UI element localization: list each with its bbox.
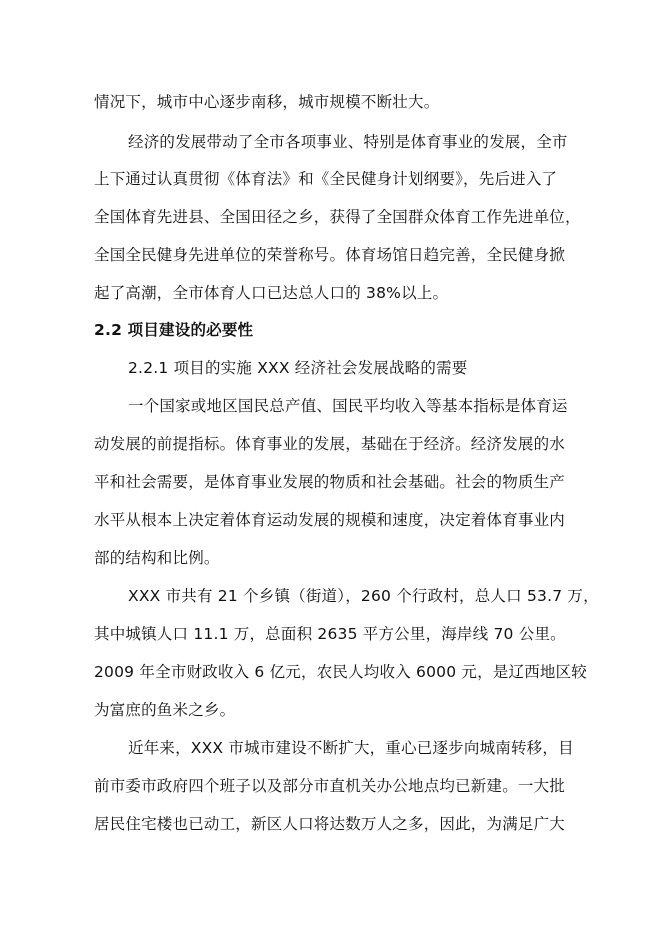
text-line: 经济的发展带动了全市各项事业、特别是体育事业的发展，全市: [128, 133, 568, 151]
text-line: 部的结构和比例。: [94, 549, 220, 567]
subsection-heading: 2.2.1 项目的实施 XXX 经济社会发展战略的需要: [128, 359, 468, 377]
text-line: 为富庶的鱼米之乡。: [94, 701, 236, 719]
text-line: 居民住宅楼也已动工，新区人口将达数万人之多，因此，为满足广大: [94, 815, 566, 833]
text-line: 平和社会需要，是体育事业发展的物质和社会基础。社会的物质生产: [94, 473, 566, 491]
text-line: 水平从根本上决定着体育运动发展的规模和速度，决定着体育事业内: [94, 511, 566, 529]
text-line: 动发展的前提指标。体育事业的发展，基础在于经济。经济发展的水: [94, 435, 566, 453]
text-line: 其中城镇人口 11.1 万，总面积 2635 平方公里，海岸线 70 公里。: [94, 625, 566, 643]
text-line: 情况下，城市中心逐步南移，城市规模不断壮大。: [94, 93, 440, 111]
text-line: 起了高潮，全市体育人口已达总人口的 38%以上。: [94, 284, 449, 302]
section-heading: 2.2 项目建设的必要性: [94, 321, 254, 339]
text-line: XXX 市共有 21 个乡镇（街道），260 个行政村，总人口 53.7 万，: [128, 587, 599, 605]
text-line: 上下通过认真贯彻《体育法》和《全民健身计划纲要》，先后进入了: [94, 170, 558, 188]
text-line: 一个国家或地区国民总产值、国民平均收入等基本指标是体育运: [128, 397, 568, 415]
text-line: 前市委市政府四个班子以及部分市直机关办公地点均已新建。一大批: [94, 777, 566, 795]
text-line: 全国体育先进县、全国田径之乡，获得了全国群众体育工作先进单位，: [94, 208, 581, 226]
text-line: 近年来，XXX 市城市建设不断扩大，重心已逐步向城南转移，目: [128, 739, 574, 757]
text-line: 2009 年全市财政收入 6 亿元，农民人均收入 6000 元，是辽西地区较: [94, 663, 587, 681]
text-line: 全国全民健身先进单位的荣誉称号。体育场馆日趋完善，全民健身掀: [94, 246, 566, 264]
